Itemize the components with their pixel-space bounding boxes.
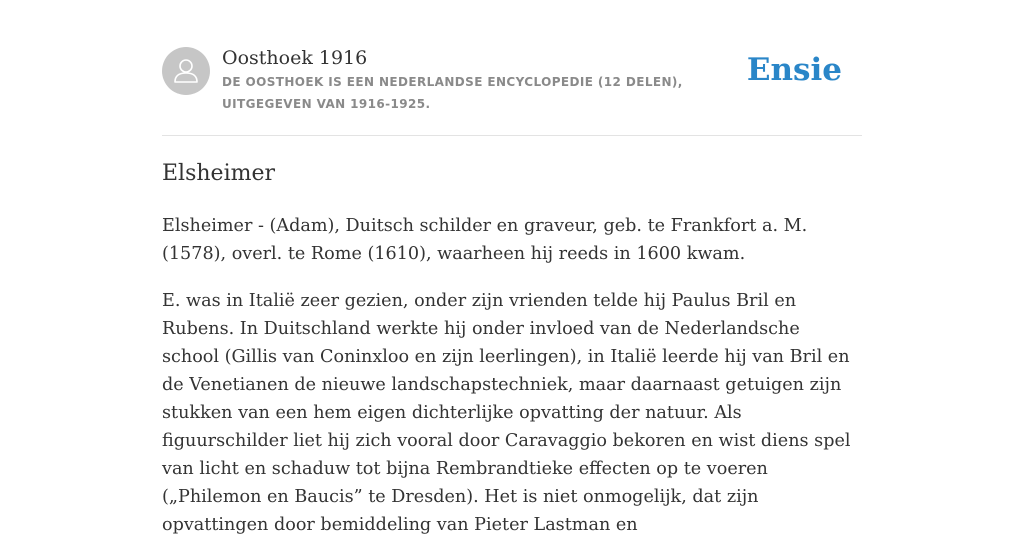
user-icon bbox=[162, 47, 210, 95]
entry-paragraph: E. was in Italië zeer gezien, onder zijn vrienden telde hij Paulus Bril en Rubens. In Duitschland werkte hij onder invloed van de Nederlandsche school (Gillis van Coninxloo en zijn leerlingen), in Italië leerde hij van Bril en de Venetianen de nieuwe landschapstechniek, maar daarnaast getuigen zijn stukken van een hem eigen dichterlijke opvatting der natuur. Als figuurschilder liet hij zich vooral door Caravaggio bekoren en wist diens spel van licht en schaduw tot bijna Rembrandtieke effecten op te voeren („Philemon en Baucis” te Dresden). Het is niet onmogelijk, dat zijn opvattingen door bemiddeling van Pieter Lastman en bbox=[162, 291, 851, 535]
source-title[interactable]: Oosthoek 1916 bbox=[222, 47, 368, 69]
source-header bbox=[162, 44, 862, 136]
entry-title: Elsheimer bbox=[162, 161, 276, 186]
avatar bbox=[162, 47, 210, 95]
entry-body bbox=[162, 212, 862, 558]
divider bbox=[162, 135, 862, 136]
brand-logo[interactable]: Ensie bbox=[746, 52, 842, 88]
source-description: DE OOSTHOEK IS EEN NEDERLANDSE ENCYCLOPEDIE (12 DELEN), UITGEGEVEN VAN 1916-1925. bbox=[222, 75, 683, 111]
entry-paragraph: Elsheimer - (Adam), Duitsch schilder en graveur, geb. te Frankfort a. M. (1578), overl. te Rome (1610), waarheen hij reeds in 1600 kwam. bbox=[162, 216, 808, 264]
